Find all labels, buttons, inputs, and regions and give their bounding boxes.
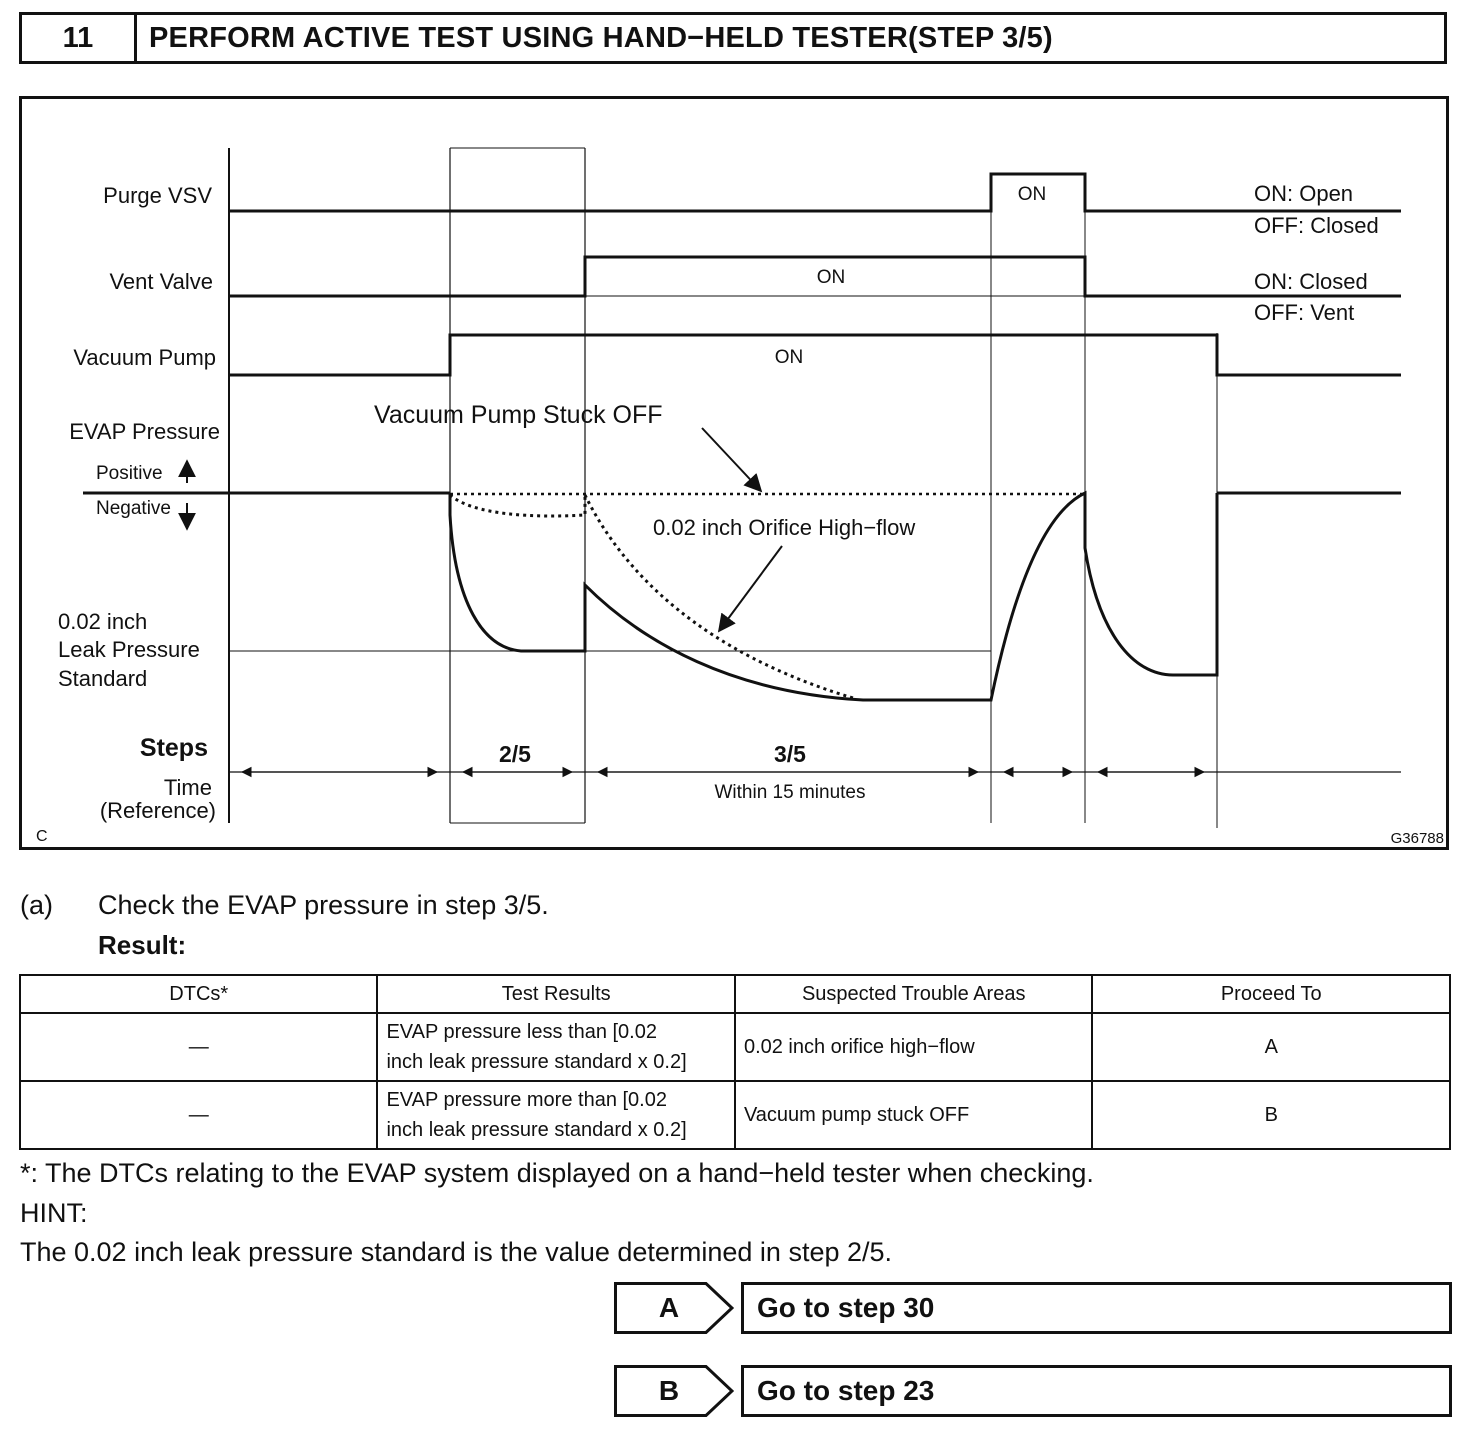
figure-id: G36788 bbox=[1390, 830, 1444, 847]
table-header-row bbox=[20, 975, 1450, 1013]
goto-key-b bbox=[614, 1365, 734, 1417]
label-vent-valve: Vent Valve bbox=[109, 269, 213, 294]
test-result-cell bbox=[377, 1013, 735, 1081]
header-trouble-areas: Suspected Trouble Areas bbox=[735, 975, 1093, 1013]
label-time-reference: (Reference) bbox=[99, 798, 216, 823]
orifice-pointer bbox=[719, 546, 782, 631]
instruction-label: (a) bbox=[20, 890, 53, 920]
trouble-area-cell: Vacuum pump stuck OFF bbox=[735, 1081, 1093, 1149]
within-15-min-label: Within 15 minutes bbox=[714, 782, 866, 803]
table-row bbox=[20, 1081, 1450, 1149]
hint-label: HINT: bbox=[20, 1198, 88, 1228]
pump-stuck-pointer bbox=[702, 428, 761, 491]
header-test-results: Test Results bbox=[377, 975, 735, 1013]
test-result-line: inch leak pressure standard x 0.2] bbox=[386, 1119, 687, 1141]
label-leak-std-1: 0.02 inch bbox=[58, 609, 148, 634]
goto-row-a bbox=[614, 1282, 1452, 1334]
dtc-cell: — bbox=[20, 1013, 377, 1081]
pump-stuck-annotation: Vacuum Pump Stuck OFF bbox=[374, 401, 663, 429]
hint-text: The 0.02 inch leak pressure standard is the value determined in step 2/5. bbox=[20, 1237, 893, 1267]
test-result-cell bbox=[377, 1081, 735, 1149]
label-negative: Negative bbox=[96, 498, 171, 519]
trouble-area-cell: 0.02 inch orifice high−flow bbox=[735, 1013, 1093, 1081]
proceed-cell: B bbox=[1092, 1081, 1450, 1149]
header-dtcs: DTCs* bbox=[20, 975, 377, 1013]
vent-off-legend: OFF: Vent bbox=[1254, 300, 1355, 325]
goto-key-label: B bbox=[658, 1375, 680, 1406]
goto-row-b bbox=[614, 1365, 1452, 1417]
label-steps: Steps bbox=[139, 734, 208, 762]
label-leak-std-3: Standard bbox=[58, 666, 148, 691]
timing-diagram-svg bbox=[22, 99, 1446, 847]
test-result-line: EVAP pressure less than [0.02 bbox=[386, 1021, 657, 1043]
table-row bbox=[20, 1013, 1450, 1081]
test-result-line: inch leak pressure standard x 0.2] bbox=[386, 1051, 687, 1073]
vacuum-pump-signal bbox=[229, 335, 1401, 375]
goto-key-a bbox=[614, 1282, 734, 1334]
purge-vsv-signal bbox=[229, 174, 1401, 211]
step-2-label: 2/5 bbox=[499, 741, 531, 767]
step-header bbox=[19, 12, 1447, 64]
footnote: *: The DTCs relating to the EVAP system displayed on a hand−held tester when checking. bbox=[20, 1158, 1094, 1188]
vent-on-label: ON bbox=[816, 267, 846, 288]
label-purge-vsv: Purge VSV bbox=[103, 183, 212, 208]
result-table bbox=[19, 974, 1451, 1150]
step-number: 11 bbox=[22, 15, 137, 61]
label-evap-pressure: EVAP Pressure bbox=[69, 419, 220, 444]
purge-on-legend: ON: Open bbox=[1254, 181, 1354, 206]
purge-off-legend: OFF: Closed bbox=[1254, 213, 1379, 238]
label-vacuum-pump: Vacuum Pump bbox=[73, 345, 216, 370]
purge-on-label: ON bbox=[1017, 184, 1047, 205]
pump-on-label: ON bbox=[774, 347, 804, 368]
header-proceed-to: Proceed To bbox=[1092, 975, 1450, 1013]
goto-step-30[interactable]: Go to step 30 bbox=[741, 1282, 1452, 1334]
timing-diagram bbox=[19, 96, 1449, 850]
label-positive: Positive bbox=[96, 463, 163, 484]
label-time: Time bbox=[163, 775, 212, 800]
corner-mark: C bbox=[36, 828, 48, 845]
test-result-line: EVAP pressure more than [0.02 bbox=[386, 1089, 667, 1111]
goto-step-23[interactable]: Go to step 23 bbox=[741, 1365, 1452, 1417]
proceed-cell: A bbox=[1092, 1013, 1450, 1081]
dtc-cell: — bbox=[20, 1081, 377, 1149]
orifice-annotation: 0.02 inch Orifice High−flow bbox=[653, 515, 916, 540]
vent-valve-signal bbox=[229, 257, 1401, 296]
label-leak-std-2: Leak Pressure bbox=[58, 637, 200, 662]
instruction-text: Check the EVAP pressure in step 3/5. bbox=[98, 890, 549, 920]
pump-stuck-dotted-curve bbox=[450, 495, 585, 516]
vent-on-legend: ON: Closed bbox=[1254, 269, 1368, 294]
step-3-label: 3/5 bbox=[774, 741, 806, 767]
goto-key-label: A bbox=[658, 1292, 680, 1323]
result-heading: Result: bbox=[98, 930, 187, 960]
step-title: PERFORM ACTIVE TEST USING HAND−HELD TESTER(STEP 3/5) bbox=[149, 21, 1053, 54]
